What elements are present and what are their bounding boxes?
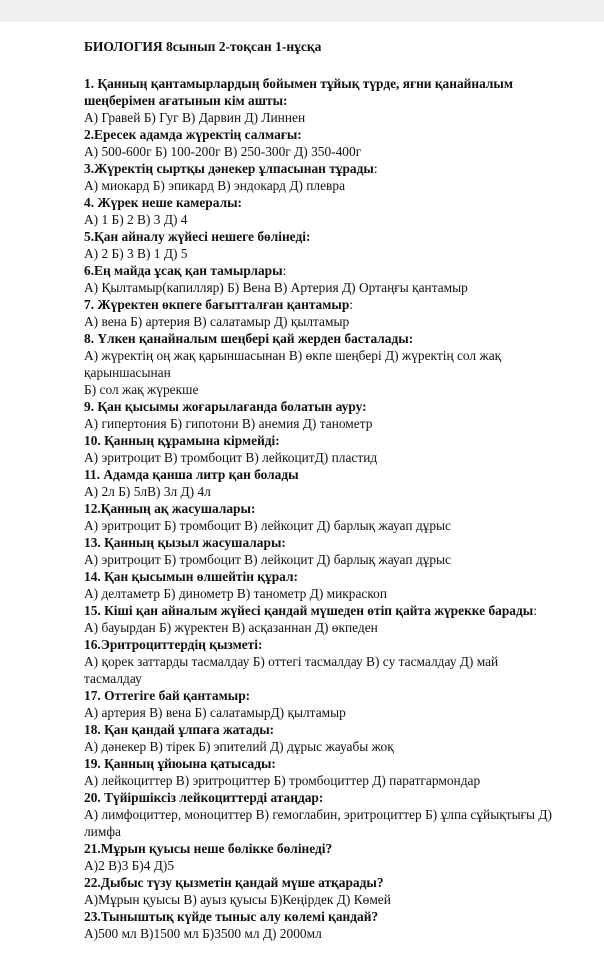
question-2 [84, 126, 596, 160]
answer-options: А) 500-600г Б) 100-200г В) 250-300г Д) 350-400г [84, 144, 362, 159]
answer-options: лимфа [84, 824, 121, 839]
question-18 [84, 721, 596, 755]
answer-options: А) лимфоциттер, моноциттер В) гемоглабин, эритроциттер Б) ұлпа сұйықтығы Д) [84, 807, 552, 822]
answer-options: А)500 мл В)1500 мл Б)3500 мл Д) 2000мл [84, 926, 322, 941]
question-stem: 22.Дыбыс түзу қызметін қандай мүше атқарады? [84, 875, 384, 890]
question-stem: 20. Түйіршіксіз лейкоциттерді атаңдар: [84, 790, 324, 805]
answer-options: Б) сол жақ жүрекше [84, 382, 199, 397]
question-stem-punctuation: : [533, 603, 537, 618]
question-stem: 4. Жүрек неше камералы: [84, 195, 242, 210]
top-bar [0, 0, 604, 22]
question-4 [84, 194, 596, 228]
answer-options: қарыншасынан [84, 365, 171, 380]
answer-options: А)Мұрын қуысы В) ауыз қуысы Б)Кеңірдек Д) Көмей [84, 892, 391, 907]
document-title: БИОЛОГИЯ 8сынып 2-тоқсан 1-нұсқа [84, 39, 322, 54]
question-stem-punctuation: : [349, 297, 354, 312]
answer-options: А) миокард Б) эпикард В) эндокард Д) плевра [84, 178, 346, 193]
question-13 [84, 534, 596, 568]
answer-options: А) Қылтамыр(капилляр) Б) Вена В) Артерия Д) Ортаңғы қантамыр [84, 280, 468, 295]
question-stem: шеңберімен ағатынын кім ашты: [84, 93, 288, 108]
question-23 [84, 908, 596, 942]
question-stem: 14. Қан қысымын өлшейтін құрал: [84, 569, 298, 584]
answer-options: А) 1 Б) 2 В) 3 Д) 4 [84, 212, 188, 227]
answer-options: А) қорек заттарды тасмалдау Б) оттегі тасмалдау В) су тасмалдау Д) май [84, 654, 499, 669]
question-17 [84, 687, 596, 721]
question-3 [84, 160, 596, 194]
answer-options: А) делтаметр Б) динометр В) танометр Д) микраскоп [84, 586, 388, 601]
question-stem: 21.Мұрын қуысы неше бөлікке бөлінеді? [84, 841, 333, 856]
question-stem: 15. Кіші қан айналым жүйесі қандай мүшеден өтіп қайта жүрекке барады [84, 603, 534, 618]
answer-options: А) гипертония Б) гипотони В) анемия Д) танометр [84, 416, 373, 431]
question-stem-punctuation: : [373, 161, 378, 176]
answer-options: А) эритроцит Б) тромбоцит В) лейкоцит Д) барлық жауап дұрыс [84, 552, 451, 567]
question-stem: 6.Ең майда ұсақ қан тамырлары [84, 263, 283, 278]
answer-options: А) 2 Б) 3 В) 1 Д) 5 [84, 246, 188, 261]
question-stem: 12.Қанның ақ жасушалары: [84, 501, 256, 516]
question-stem: 8. Үлкен қанайналым шеңбері қай жерден басталады: [84, 331, 414, 346]
question-12 [84, 500, 596, 534]
question-stem: 16.Эритроциттердің қызметі: [84, 637, 263, 652]
question-10 [84, 432, 596, 466]
question-5 [84, 228, 596, 262]
question-list [84, 75, 596, 942]
question-16 [84, 636, 596, 687]
answer-options: А) вена Б) артерия В) салатамыр Д) қылтамыр [84, 314, 350, 329]
answer-options: А) жүректің оң жақ қарыншасынан В) өкпе шеңбері Д) жүректің сол жақ [84, 348, 502, 363]
question-22 [84, 874, 596, 908]
question-11 [84, 466, 596, 500]
question-6 [84, 262, 596, 296]
question-stem: 10. Қанның құрамына кірмейді: [84, 433, 280, 448]
document-page [0, 22, 604, 980]
question-19 [84, 755, 596, 789]
question-stem: 11. Адамда қанша литр қан болады [84, 467, 299, 482]
question-8 [84, 330, 596, 398]
answer-options: А) 2л Б) 5лВ) 3л Д) 4л [84, 484, 211, 499]
answer-options: А) дәнекер В) тірек Б) эпителий Д) дұрыс жауабы жоқ [84, 739, 394, 754]
question-stem: 3.Жүректің сыртқы дәнекер ұлпасынан тұрады [84, 161, 374, 176]
answer-options: А)2 В)3 Б)4 Д)5 [84, 858, 175, 873]
answer-options: А) лейкоциттер В) эритроциттер Б) тромбоциттер Д) паратгармондар [84, 773, 481, 788]
answer-options: А) бауырдан Б) жүректен В) асқазаннан Д) өкпеден [84, 620, 378, 635]
answer-options: А) Гравей Б) Гуг В) Дарвин Д) Линнен [84, 110, 306, 125]
question-stem: 2.Ересек адамда жүректің салмағы: [84, 127, 302, 142]
question-stem-punctuation: : [282, 263, 287, 278]
question-1 [84, 75, 596, 126]
question-stem: 13. Қанның қызыл жасушалары: [84, 535, 286, 550]
question-stem: 18. Қан қандай ұлпаға жатады: [84, 722, 275, 737]
answer-options: тасмалдау [84, 671, 142, 686]
question-9 [84, 398, 596, 432]
question-stem: 1. Қанның қантамырлардың бойымен тұйық түрде, яғни қанайналым [84, 76, 513, 91]
question-stem: 7. Жүректен өкпеге бағытталған қантамыр [84, 297, 350, 312]
question-stem: 17. Оттегіге бай қантамыр: [84, 688, 251, 703]
question-stem: 5.Қан айналу жүйесі нешеге бөлінеді: [84, 229, 311, 244]
question-20 [84, 789, 596, 840]
question-stem: 9. Қан қысымы жоғарылағанда болатын ауру: [84, 399, 367, 414]
question-stem: 19. Қанның ұйюына қатысады: [84, 756, 276, 771]
question-15 [84, 602, 596, 636]
answer-options: А) артерия В) вена Б) салатамырД) қылтамыр [84, 705, 346, 720]
question-stem: 23.Тыныштық күйде тыныс алу көлемі қандай? [84, 909, 379, 924]
question-7 [84, 296, 596, 330]
answer-options: А) эритроцит В) тромбоцит В) лейкоцитД) пластид [84, 450, 378, 465]
answer-options: А) эритроцит Б) тромбоцит В) лейкоцит Д) барлық жауап дұрыс [84, 518, 451, 533]
question-14 [84, 568, 596, 602]
question-21 [84, 840, 596, 874]
